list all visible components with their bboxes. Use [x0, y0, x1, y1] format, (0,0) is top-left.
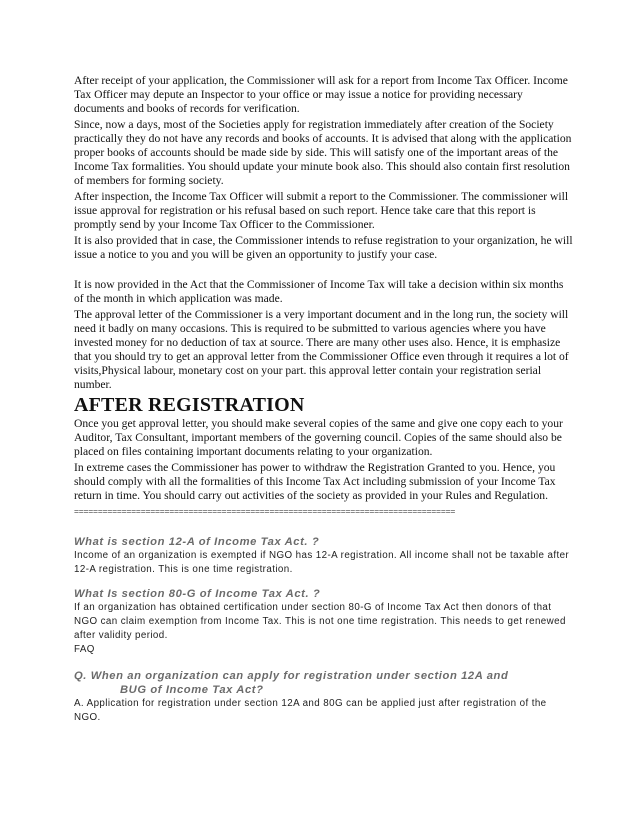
faq-answer: If an organization has obtained certification under section 80-G of Income Tax Act then donors of that NGO can claim exemption from Income Tax. This is not one time registration. This needs to get renewed after validity period.	[74, 602, 566, 641]
paragraph: The approval letter of the Commissioner is a very important document and in the long run, the society will need it badly on many occasions. This is required to be submitted to various agencies where you have invested money for no deduction of tax at source. There are many other uses also. Hence, it is emphasize that you should try to get an approval letter from the Commissioner Office even through it requires a lot of visits,Physical labour, monetary cost on your part. this approval letter contain your registration serial number.	[74, 308, 569, 391]
faq-answer: Income of an organization is exempted if NGO has 12-A registration. All income shall not be taxable after 12-A registration. This is one time registration.	[74, 550, 570, 575]
section-heading: AFTER REGISTRATION	[74, 394, 305, 416]
paragraph: After receipt of your application, the Commissioner will ask for a report from Income Tax Officer. Income Tax Officer may depute an Inspector to your office or may issue a notice for providing necessary documents and books of records for verification.	[74, 74, 568, 115]
faq-question: What Is section 80-G of Income Tax Act. ?	[74, 588, 321, 600]
faq-question: Q. When an organization can apply for registration under section 12A and	[74, 670, 509, 682]
separator-line: ================================================================================	[74, 506, 456, 516]
spacer	[74, 264, 574, 278]
faq-section	[74, 535, 574, 725]
paragraph: It is now provided in the Act that the Commissioner of Income Tax will take a decision within six months of the month in which application was made.	[74, 278, 564, 305]
paragraph: After inspection, the Income Tax Officer will submit a report to the Commissioner. The commissioner will issue approval for registration or his refusal based on such report. Hence take care that this report is promptly send by your Income Tax Officer to the Commissioner.	[74, 190, 569, 231]
paragraph: Since, now a days, most of the Societies apply for registration immediately after creation of the Society practically they do not have any records and books of accounts. It is advised that along with the application proper books of accounts should be made side by side. This will satisfy one of the important areas of the Income Tax formalities. You should update your minute book also. This should also contain first resolution of members for forming society.	[74, 118, 572, 187]
body-text-after	[74, 417, 574, 503]
document-page	[74, 74, 574, 725]
faq-question-continued: BUG of Income Tax Act?	[120, 684, 264, 696]
body-text-top	[74, 74, 574, 392]
faq-label: FAQ	[74, 644, 95, 655]
paragraph: Once you get approval letter, you should make several copies of the same and give one copy each to your Auditor, Tax Consultant, important members of the governing council. Copies of the same should also be placed on files containing important documents relating to your organization.	[74, 417, 563, 458]
paragraph: In extreme cases the Commissioner has power to withdraw the Registration Granted to you. Hence, you should comply with all the formalities of this Income Tax Act including submission of your Income Tax return in time. You should carry out activities of the society as provided in your Rules and Regulation.	[74, 461, 556, 502]
faq-answer: A. Application for registration under section 12A and 80G can be applied just after registration of the NGO.	[74, 698, 547, 723]
faq-question: What is section 12-A of Income Tax Act. ?	[74, 536, 320, 548]
paragraph: It is also provided that in case, the Commissioner intends to refuse registration to your organization, he will issue a notice to you and you will be given an opportunity to justify your case.	[74, 234, 573, 261]
